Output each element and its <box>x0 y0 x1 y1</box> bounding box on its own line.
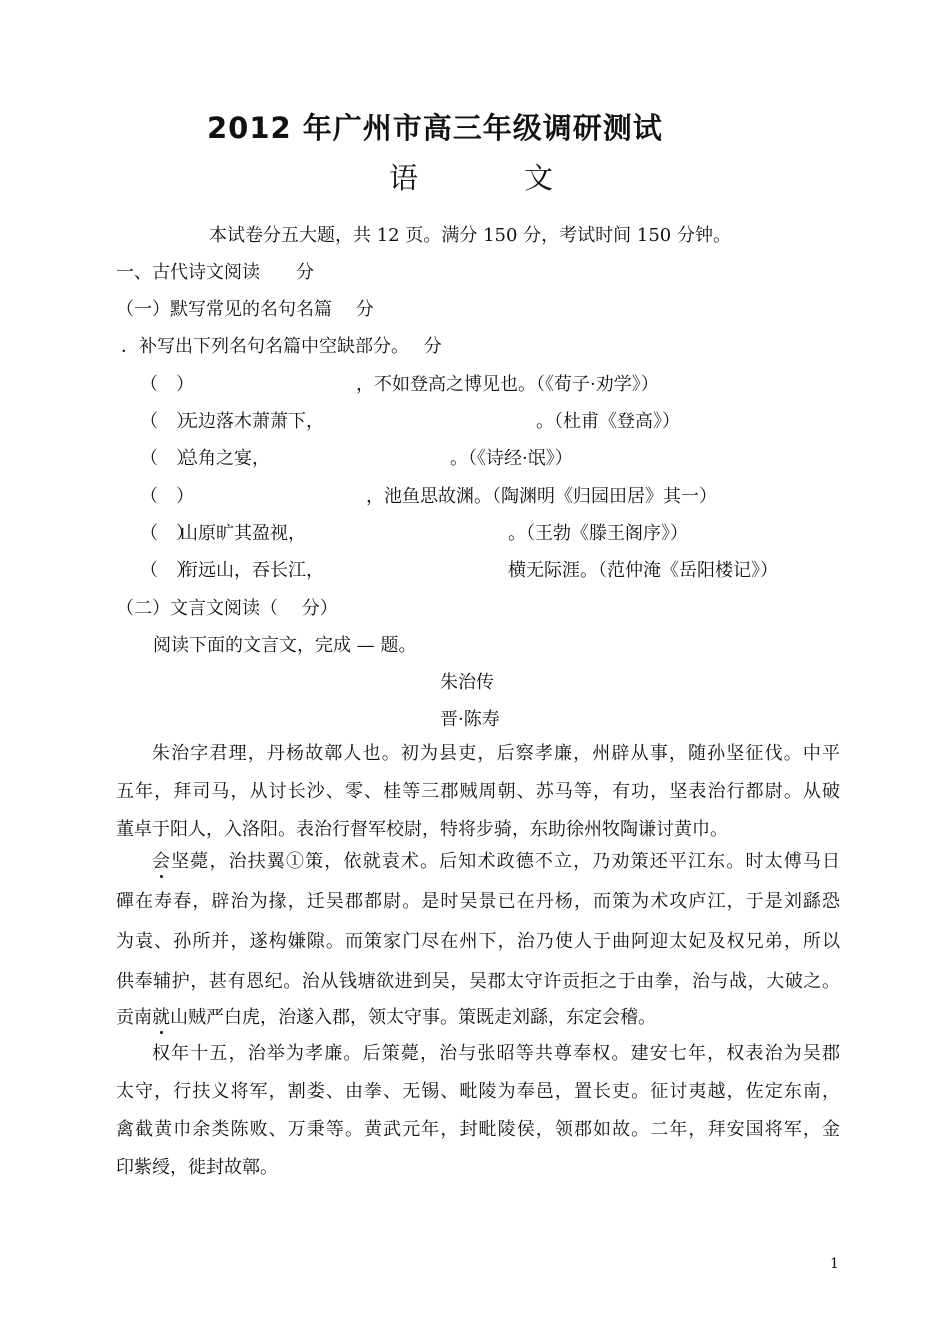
text-segment: 坚薨，治扶翼①策，依就袁术。后知术政德不立，乃劝策还平江东。时太傅马日 <box>171 851 841 872</box>
item-4-number: （ ） <box>140 486 194 507</box>
passage-paragraph-3 <box>116 1035 840 1187</box>
part-2-heading: （二）文言文阅读（ 分） <box>116 598 338 619</box>
item-3-number: （ ） <box>140 448 194 469</box>
page-number: 1 <box>830 1256 839 1272</box>
text-line: 太守，行扶义将军，割娄、由拳、无锡、毗陵为奉邑，置长吏。征讨夷越，佐定东南， <box>116 1081 840 1102</box>
passage-title: 朱治传 <box>440 672 494 693</box>
item-1-number: （ ） <box>140 374 194 395</box>
text-line: 为袁、孙所并，遂构嫌隙。而策家门尽在州下，治乃使人于曲阿迎太妃及权兄弟，所以 <box>116 931 840 952</box>
item-2-tail: 。（杜甫《登高》） <box>536 411 680 432</box>
text-line: 供奉辅护，甚有恩纪。治从钱塘欲进到吴，吴郡太守许贡拒之于由拳，治与战，大破之。 <box>116 971 840 992</box>
text-line: 董卓于阳人，入洛阳。表治行督军校尉，特将步骑，东助徐州牧陶谦讨黄巾。 <box>116 819 728 840</box>
exam-info: 本试卷分五大题，共 12 页。满分 150 分，考试时间 150 分钟。 <box>209 225 731 246</box>
item-4-text: ，池鱼思故渊。（陶渊明《归园田居》其一） <box>366 486 717 507</box>
text-segment: 山贼严白虎，治遂入郡，领太守事。策既走刘繇，东定会稽。 <box>170 1007 656 1028</box>
emphasis-char: 就 <box>152 1007 170 1028</box>
item-5-tail: 。（王勃《滕王阁序》） <box>508 523 688 544</box>
item-6-tail: 横无际涯。（范仲淹《岳阳楼记》） <box>508 560 778 581</box>
subject-char-1: 语 <box>389 161 419 195</box>
text-segment: 贡南 <box>116 1007 152 1028</box>
section-1-heading: 一、古代诗文阅读 分 <box>116 262 314 283</box>
text-line <box>116 998 840 1038</box>
item-6-text: 衔远山，吞长江， <box>180 560 324 581</box>
passage-paragraph-2 <box>116 842 840 1038</box>
reading-instruction: 阅读下面的文言文，完成 — 题。 <box>153 635 417 656</box>
text-line: 朱治字君理，丹杨故鄣人也。初为县吏，后察孝廉，州辟从事，随孙坚征伐。中平 <box>152 743 840 764</box>
item-6-number: （ ） <box>140 560 194 581</box>
subject-char-2: 文 <box>524 161 554 195</box>
item-1-text: ，不如登高之博见也。（《荀子·劝学》） <box>356 374 659 395</box>
item-5-text: 山原旷其盈视， <box>180 523 306 544</box>
item-3-text: 总角之宴， <box>180 448 270 469</box>
item-2-text: 无边落木萧萧下， <box>180 411 324 432</box>
text-line: 禽截黄巾余类陈败、万秉等。黄武元年，封毗陵侯，领郡如故。二年，拜安国将军，金 <box>116 1119 840 1140</box>
part-1-heading: （一）默写常见的名句名篇 分 <box>116 299 374 320</box>
text-line: 权年十五，治举为孝廉。后策薨，治与张昭等共尊奉权。建安七年，权表治为吴郡 <box>152 1043 840 1064</box>
question-1: ．补写出下列名句名篇中空缺部分。 分 <box>121 336 442 357</box>
document-title: 2012 年广州市高三年级调研测试 <box>207 111 663 145</box>
text-line: 五年，拜司马，从讨长沙、零、桂等三郡贼周朝、苏马等，有功，坚表治行都尉。从破 <box>116 781 840 802</box>
emphasis-char: 会 <box>152 851 172 872</box>
passage-paragraph-1 <box>116 735 840 849</box>
text-line <box>116 842 840 882</box>
text-line: 印紫绶，徙封故鄣。 <box>116 1157 278 1178</box>
item-3-tail: 。（《诗经·氓》） <box>450 448 573 469</box>
text-line: 磾在寿春，辟治为掾，迁吴郡都尉。是时吴景已在丹杨，而策为术攻庐江，于是刘繇恐 <box>116 891 840 912</box>
item-2-number: （ ） <box>140 411 194 432</box>
passage-author: 晋·陈寿 <box>440 709 500 730</box>
item-5-number: （ ） <box>140 523 194 544</box>
